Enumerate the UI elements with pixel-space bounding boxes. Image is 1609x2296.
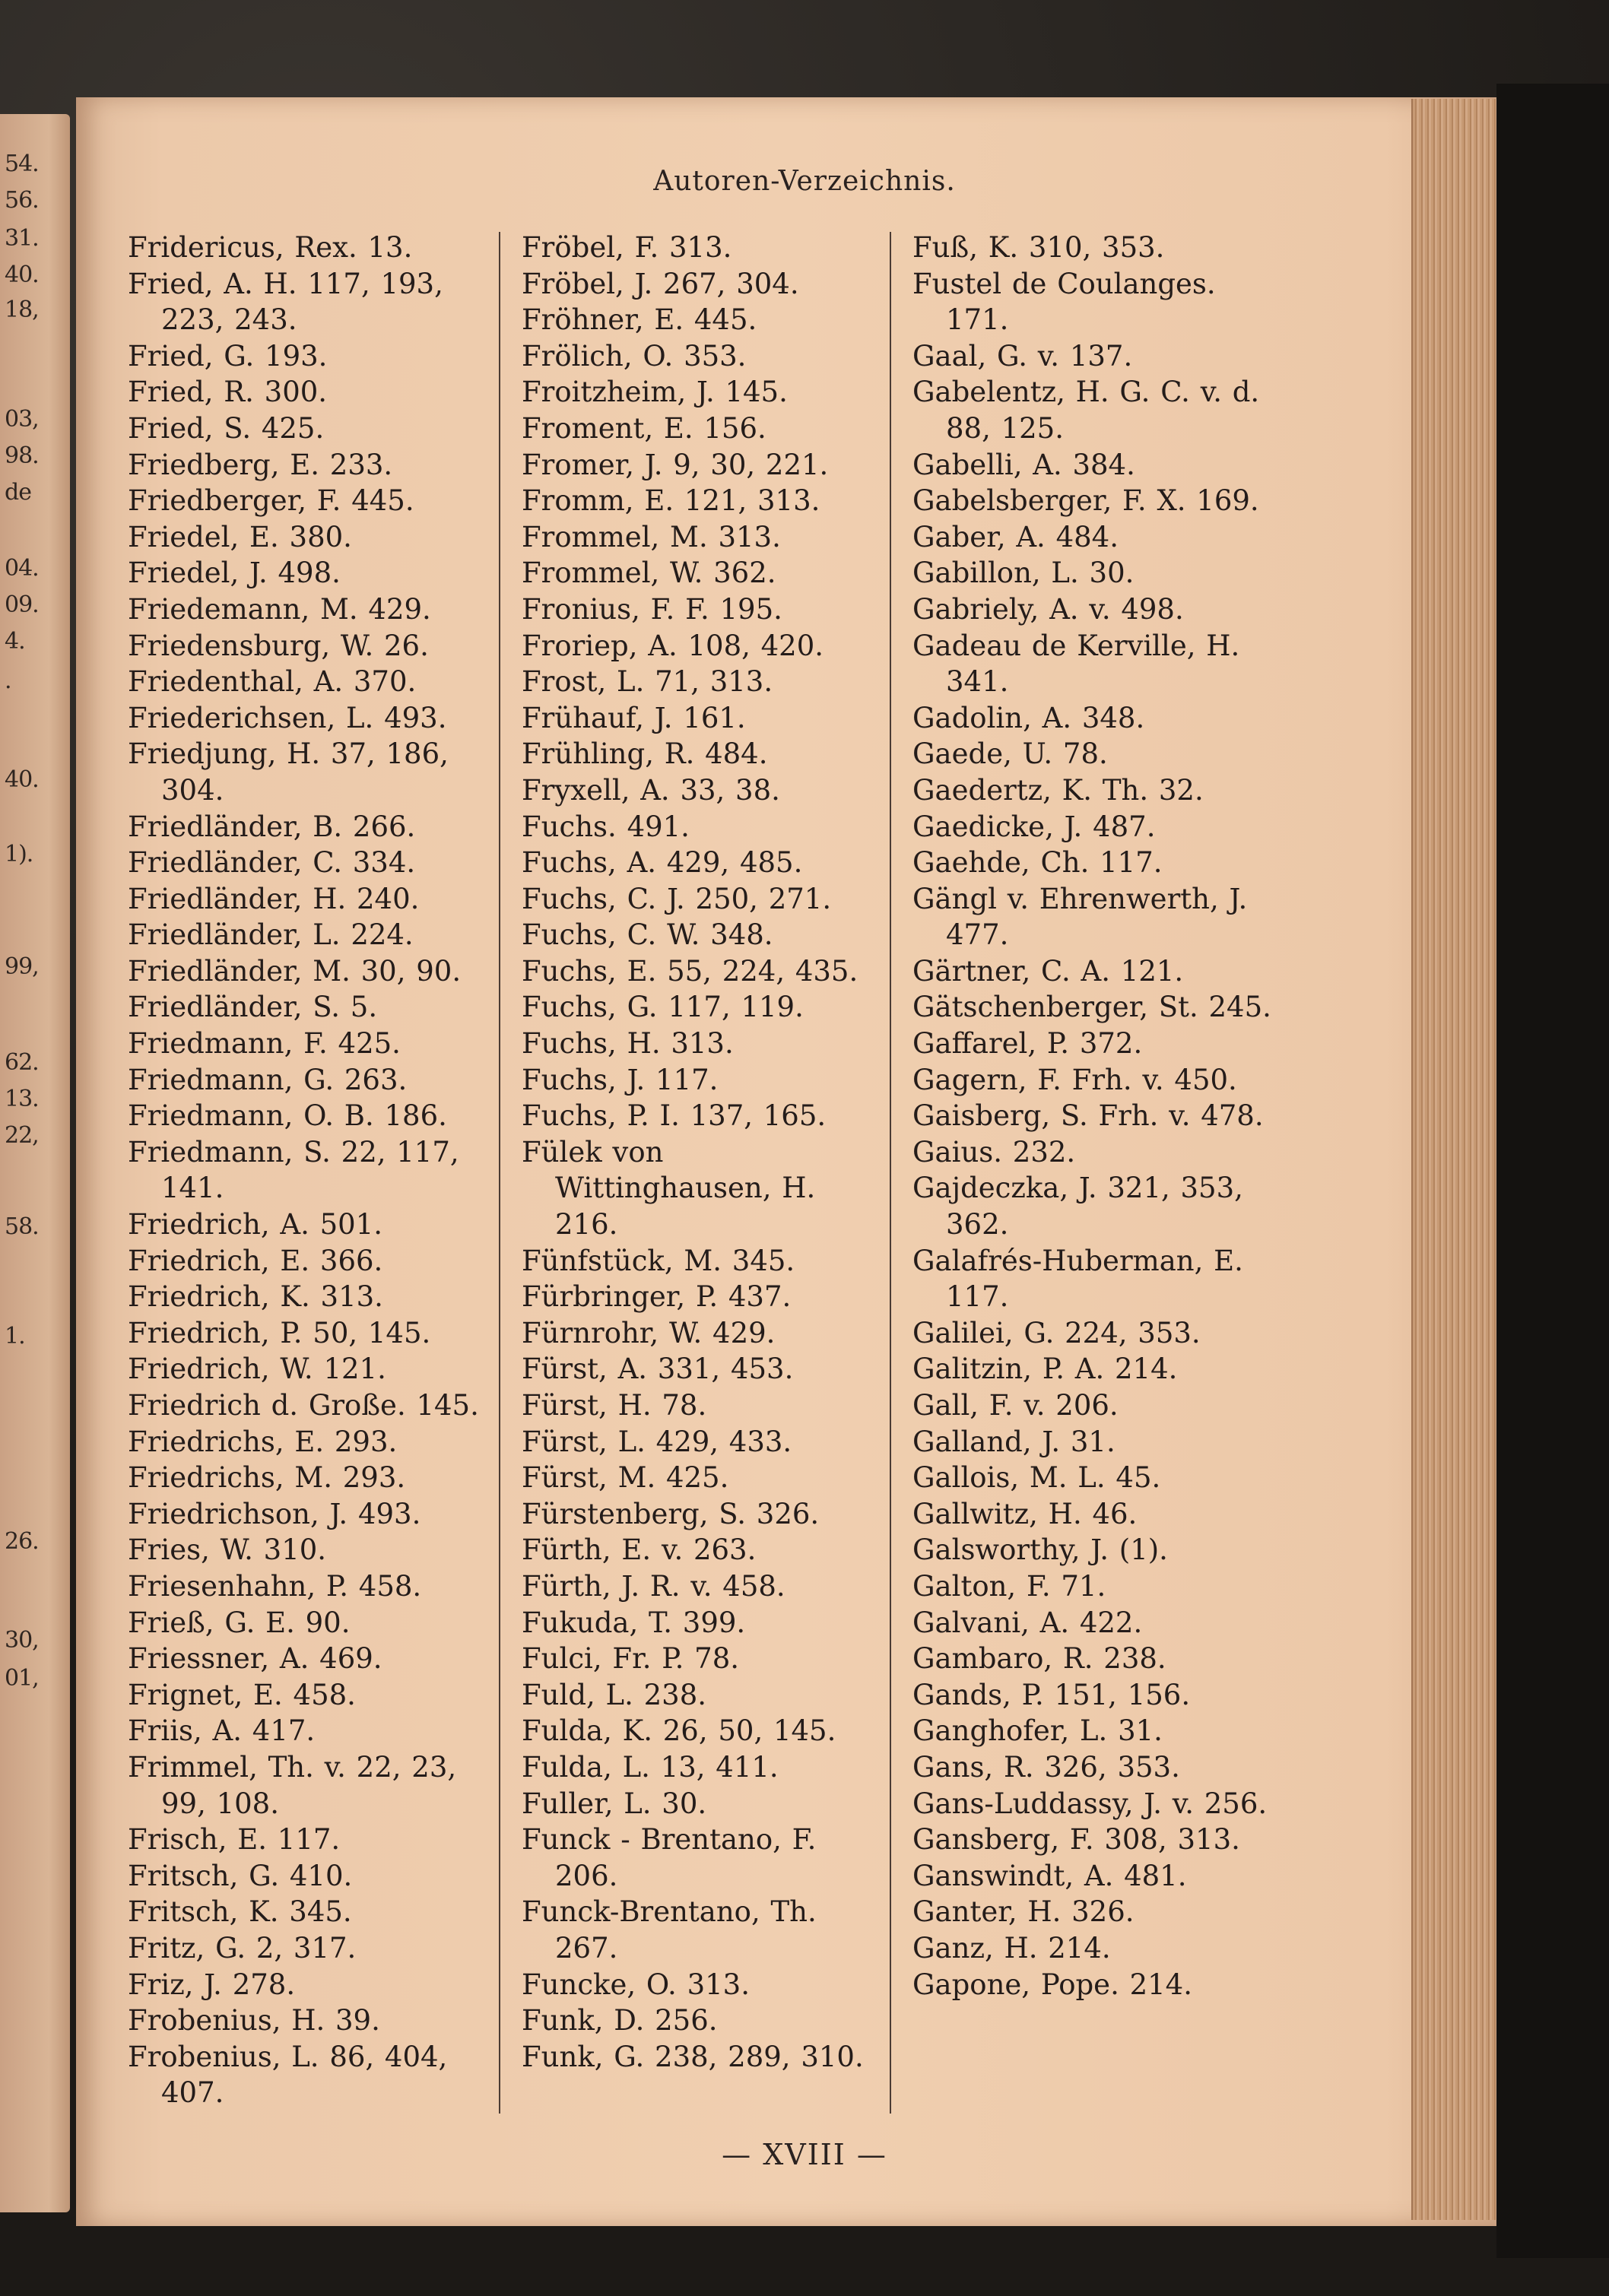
index-entry: Friedrich, W. 121. <box>128 1353 386 1386</box>
index-column-3 <box>912 230 1277 2003</box>
adjacent-page-text: 40. <box>5 766 39 793</box>
index-entry: Ganghofer, L. 31. <box>912 1714 1163 1748</box>
index-entry: Fröbel, J. 267, 304. <box>522 267 799 300</box>
adjacent-page-text: 04. <box>5 555 39 582</box>
index-entry: Fuchs, H. 313. <box>522 1027 734 1061</box>
index-entry: Gabriely, A. v. 498. <box>912 592 1184 626</box>
index-entry: Fuß, K. 310, 353. <box>912 231 1165 264</box>
index-entry: Fried, A. H. 117, 193, 223, 243. <box>128 267 443 337</box>
index-entry: Gallois, M. L. 45. <box>912 1461 1161 1495</box>
index-entry: Fulda, K. 26, 50, 145. <box>522 1714 836 1748</box>
index-entry: Fürbringer, P. 437. <box>522 1280 792 1314</box>
index-entry: Friedel, E. 380. <box>128 520 352 553</box>
index-entry: Friesenhahn, P. 458. <box>128 1569 422 1603</box>
index-column-2 <box>522 230 879 2075</box>
adjacent-page-text: 98. <box>5 442 39 469</box>
index-entry: Friedrich, E. 366. <box>128 1244 383 1277</box>
index-entry: Friedjung, H. 37, 186, 304. <box>128 737 449 807</box>
page-number: — XVIII — <box>722 2138 887 2171</box>
index-entry: Friedrich, A. 501. <box>128 1208 382 1242</box>
index-entry: Friessner, A. 469. <box>128 1642 382 1676</box>
index-entry: Friedländer, C. 334. <box>128 846 416 880</box>
adjacent-page-text: 58. <box>5 1213 39 1240</box>
column-divider <box>499 232 500 2114</box>
index-entry: Friedländer, L. 224. <box>128 918 414 952</box>
page-edges <box>1411 99 1504 2220</box>
index-entry: Frost, L. 71, 313. <box>522 665 773 699</box>
index-entry: Friedrich d. Große. 145. <box>128 1389 479 1422</box>
index-entry: Friedensburg, W. 26. <box>128 629 429 662</box>
index-entry: Frisch, E. 117. <box>128 1823 341 1857</box>
index-entry: Gans-Luddassy, J. v. 256. <box>912 1787 1268 1820</box>
index-column-1 <box>128 230 485 2111</box>
adjacent-page-text: 31. <box>5 225 39 252</box>
index-entry: Gall, F. v. 206. <box>912 1389 1119 1422</box>
index-entry: Frobenius, H. 39. <box>128 2004 380 2038</box>
index-entry: Gands, P. 151, 156. <box>912 1678 1191 1711</box>
index-entry: Friedländer, B. 266. <box>128 810 416 843</box>
index-entry: Fries, W. 310. <box>128 1533 327 1567</box>
index-entry: Froitzheim, J. 145. <box>522 376 788 409</box>
index-entry: Gaal, G. v. 137. <box>912 339 1133 373</box>
index-entry: Fürst, H. 78. <box>522 1389 707 1422</box>
index-entry: Gaisberg, S. Frh. v. 478. <box>912 1099 1264 1133</box>
index-entry: Friedenthal, A. 370. <box>128 665 417 699</box>
index-entry: Gaedicke, J. 487. <box>912 810 1156 843</box>
index-entry: Fürth, J. R. v. 458. <box>522 1569 785 1603</box>
index-entry: Gabillon, L. 30. <box>912 557 1135 590</box>
index-entry: Friedrichs, M. 293. <box>128 1461 406 1495</box>
index-entry: Fritz, G. 2, 317. <box>128 1931 357 1965</box>
adjacent-page-text: 30, <box>5 1627 39 1654</box>
index-entry: Gansberg, F. 308, 313. <box>912 1823 1240 1857</box>
index-entry: Friedel, J. 498. <box>128 557 341 590</box>
index-entry: Friz, J. 278. <box>128 1968 296 2001</box>
index-entry: Fürnrohr, W. 429. <box>522 1316 776 1349</box>
index-entry: Gajdeczka, J. 321, 353, 362. <box>912 1172 1243 1242</box>
index-entry: Fritsch, G. 410. <box>128 1859 353 1892</box>
index-entry: Gaber, A. 484. <box>912 520 1119 553</box>
index-entry: Froment, E. 156. <box>522 411 766 445</box>
index-entry: Gambaro, R. 238. <box>912 1642 1166 1676</box>
index-entry: Gaius. 232. <box>912 1135 1076 1169</box>
index-entry: Galsworthy, J. (1). <box>912 1533 1168 1567</box>
index-entry: Fromer, J. 9, 30, 221. <box>522 448 829 481</box>
index-entry: Gärtner, C. A. 121. <box>912 954 1184 988</box>
index-entry: Fuchs, A. 429, 485. <box>522 846 803 880</box>
index-entry: Fuchs, P. I. 137, 165. <box>522 1099 827 1133</box>
index-entry: Fronius, F. F. 195. <box>522 592 782 626</box>
index-entry: Ganz, H. 214. <box>912 1931 1111 1965</box>
index-entry: Gaehde, Ch. 117. <box>912 846 1163 880</box>
index-entry: Fröbel, F. 313. <box>522 231 732 264</box>
index-entry: Fürst, M. 425. <box>522 1461 729 1495</box>
index-entry: Fuchs, J. 117. <box>522 1063 719 1096</box>
adjacent-page-text: 13. <box>5 1086 39 1112</box>
index-entry: Fürstenberg, S. 326. <box>522 1497 820 1530</box>
index-entry: Friedrich, P. 50, 145. <box>128 1316 431 1349</box>
index-entry: Fulci, Fr. P. 78. <box>522 1642 739 1676</box>
index-entry: Friedländer, S. 5. <box>128 991 378 1024</box>
index-entry: Fünfstück, M. 345. <box>522 1244 795 1277</box>
index-entry: Friedberg, E. 233. <box>128 448 393 481</box>
adjacent-page-text: 26. <box>5 1528 39 1555</box>
adjacent-page-text: 62. <box>5 1049 39 1076</box>
adjacent-page-text: 18, <box>5 297 39 323</box>
index-entry: Gadeau de Kerville, H. 341. <box>912 629 1240 699</box>
index-entry: Funk, G. 238, 289, 310. <box>522 2040 864 2073</box>
index-entry: Galafrés-Huberman, E. 117. <box>912 1244 1243 1314</box>
index-entry: Fuller, L. 30. <box>522 1787 707 1820</box>
adjacent-page-text: 56. <box>5 187 39 214</box>
index-entry: Galvani, A. 422. <box>912 1606 1143 1639</box>
index-entry: Fuchs, G. 117, 119. <box>522 991 804 1024</box>
index-entry: Gabelli, A. 384. <box>912 448 1135 481</box>
index-entry: Galland, J. 31. <box>912 1425 1116 1458</box>
adjacent-page-edge <box>0 114 70 2212</box>
index-entry: Gagern, F. Frh. v. 450. <box>912 1063 1237 1096</box>
index-entry: Fröhner, E. 445. <box>522 303 757 337</box>
index-entry: Gabelsberger, F. X. 169. <box>912 484 1259 518</box>
index-entry: Fülek von Wittinghausen, H. 216. <box>522 1135 816 1242</box>
index-entry: Fuchs, E. 55, 224, 435. <box>522 954 858 988</box>
index-entry: Friis, A. 417. <box>128 1714 316 1748</box>
index-entry: Fromm, E. 121, 313. <box>522 484 820 518</box>
index-entry: Fryxell, A. 33, 38. <box>522 773 780 807</box>
adjacent-page-text: . <box>5 668 11 694</box>
index-entry: Frölich, O. 353. <box>522 339 747 373</box>
index-entry: Fuchs. 491. <box>522 810 690 843</box>
index-entry: Friedmann, S. 22, 117, 141. <box>128 1135 459 1205</box>
index-entry: Friedländer, H. 240. <box>128 882 420 915</box>
index-entry: Fürth, E. v. 263. <box>522 1533 757 1567</box>
index-entry: Fuld, L. 238. <box>522 1678 707 1711</box>
index-entry: Froriep, A. 108, 420. <box>522 629 824 662</box>
index-entry: Fulda, L. 13, 411. <box>522 1750 779 1784</box>
index-entry: Friederichsen, L. 493. <box>128 701 447 734</box>
index-entry: Galitzin, P. A. 214. <box>912 1353 1178 1386</box>
adjacent-page-text: 54. <box>5 151 39 177</box>
index-entry: Friedmann, G. 263. <box>128 1063 408 1096</box>
index-entry: Frühauf, J. 161. <box>522 701 746 734</box>
index-entry: Friedemann, M. 429. <box>128 592 431 626</box>
index-entry: Gans, R. 326, 353. <box>912 1750 1180 1784</box>
index-entry: Friedrich, K. 313. <box>128 1280 383 1314</box>
index-entry: Fürst, A. 331, 453. <box>522 1353 794 1386</box>
index-entry: Frimmel, Th. v. 22, 23, 99, 108. <box>128 1750 457 1820</box>
index-entry: Frignet, E. 458. <box>128 1678 356 1711</box>
adjacent-page-text: 03, <box>5 406 39 433</box>
adjacent-page-text: 40. <box>5 262 39 288</box>
index-entry: Fustel de Coulanges. 171. <box>912 267 1216 337</box>
adjacent-page-text: 01, <box>5 1665 39 1692</box>
index-entry: Galilei, G. 224, 353. <box>912 1316 1201 1349</box>
adjacent-page-text: 4. <box>5 628 25 655</box>
index-entry: Frommel, M. 313. <box>522 520 781 553</box>
index-entry: Funck - Brentano, F. 206. <box>522 1823 817 1892</box>
adjacent-page-text: 1. <box>5 1323 25 1349</box>
page-header: Autoren-Verzeichnis. <box>653 166 956 197</box>
index-entry: Gätschenberger, St. 245. <box>912 991 1271 1024</box>
index-entry: Gängl v. Ehrenwerth, J. 477. <box>912 882 1248 952</box>
adjacent-page-text: 99, <box>5 953 39 980</box>
index-entry: Friedländer, M. 30, 90. <box>128 954 462 988</box>
index-entry: Friedrichson, J. 493. <box>128 1497 421 1530</box>
index-entry: Frobenius, L. 86, 404, 407. <box>128 2040 448 2110</box>
index-entry: Fuchs, C. W. 348. <box>522 918 773 952</box>
index-entry: Friedmann, F. 425. <box>128 1027 401 1061</box>
adjacent-page-text: 09. <box>5 591 39 618</box>
index-entry: Funk, D. 256. <box>522 2004 718 2038</box>
index-entry: Friedrichs, E. 293. <box>128 1425 398 1458</box>
column-divider <box>890 232 891 2114</box>
index-entry: Gabelentz, H. G. C. v. d. 88, 125. <box>912 376 1260 445</box>
index-entry: Gaffarel, P. 372. <box>912 1027 1143 1061</box>
index-entry: Fuchs, C. J. 250, 271. <box>522 882 832 915</box>
index-entry: Fürst, L. 429, 433. <box>522 1425 792 1458</box>
index-entry: Gaedertz, K. Th. 32. <box>912 773 1204 807</box>
index-entry: Ganswindt, A. 481. <box>912 1859 1187 1892</box>
index-entry: Frieß, G. E. 90. <box>128 1606 351 1639</box>
index-entry: Frühling, R. 484. <box>522 737 768 771</box>
index-entry: Galton, F. 71. <box>912 1569 1106 1603</box>
index-entry: Gapone, Pope. 214. <box>912 1968 1192 2001</box>
index-entry: Friedberger, F. 445. <box>128 484 414 518</box>
index-entry: Fried, G. 193. <box>128 339 328 373</box>
index-entry: Funck-Brentano, Th. 267. <box>522 1895 817 1965</box>
book-cover-right <box>1496 84 1609 2258</box>
adjacent-page-text: 22, <box>5 1122 39 1149</box>
index-entry: Frommel, W. 362. <box>522 557 776 590</box>
adjacent-page-text: de <box>5 479 31 506</box>
index-entry: Gallwitz, H. 46. <box>912 1497 1138 1530</box>
index-entry: Fukuda, T. 399. <box>522 1606 746 1639</box>
index-entry: Fridericus, Rex. 13. <box>128 231 413 264</box>
index-entry: Fried, R. 300. <box>128 376 328 409</box>
index-entry: Ganter, H. 326. <box>912 1895 1135 1929</box>
index-entry: Fritsch, K. 345. <box>128 1895 352 1929</box>
index-entry: Funcke, O. 313. <box>522 1968 750 2001</box>
index-entry: Fried, S. 425. <box>128 411 325 445</box>
index-entry: Friedmann, O. B. 186. <box>128 1099 447 1133</box>
adjacent-page-text: 1). <box>5 841 33 867</box>
index-entry: Gaede, U. 78. <box>912 737 1108 771</box>
index-entry: Gadolin, A. 348. <box>912 701 1145 734</box>
